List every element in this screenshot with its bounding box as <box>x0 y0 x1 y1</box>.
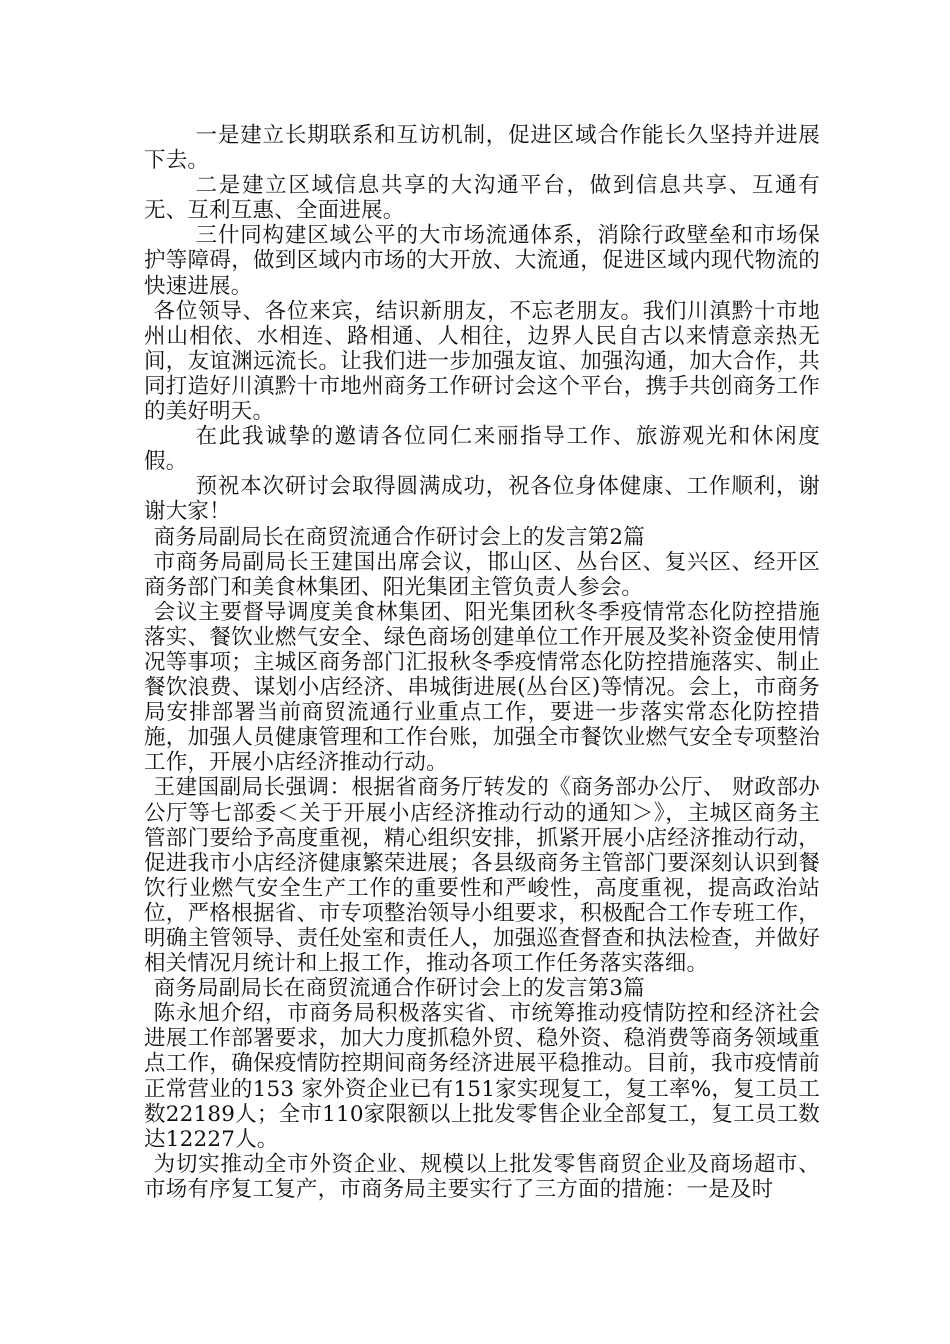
paragraph: 会议主要督导调度美食林集团、阳光集团秋冬季疫情常态化防控措施落实、餐饮业燃气安全、绿色商场创建单位工作开展及奖补资金使用情况等事项；主城区商务部门汇报秋冬季疫情常态化防控措施落实、制止餐饮浪费、谋划小店经济、串城街进展(丛台区)等情况。会上，市商务局安排部署当前商贸流通行业重点工作，要进一步落实常态化防控措施，加强人员健康管理和工作台账，加强全市餐饮业燃气安全专项整治工作，开展小店经济推动行动。 <box>144 599 820 776</box>
paragraph: 陈永旭介绍，市商务局积极落实省、市统筹推动疫情防控和经济社会进展工作部署要求，加大力度抓稳外贸、稳外资、稳消费等商务领域重点工作，确保疫情防控期间商务经济进展平稳推动。目前，我市疫情前正常营业的153 家外资企业已有151家实现复工，复工率%，复工员工数22189人；全市110家限额以上批发零售企业全部复工，复工员工数达12227人。 <box>144 1001 820 1152</box>
paragraph: 在此我诚挚的邀请各位同仁来丽指导工作、旅游观光和休闲度假。 <box>144 424 820 475</box>
paragraph: 为切实推动全市外资企业、规模以上批发零售商贸企业及商场超市、市场有序复工复产，市商务局主要实行了三方面的措施：一是及时 <box>144 1151 820 1202</box>
section-heading: 商务局副局长在商贸流通合作研讨会上的发言第2篇 <box>153 524 645 550</box>
section-heading: 商务局副局长在商贸流通合作研讨会上的发言第3篇 <box>153 976 645 1002</box>
paragraph: 三什同构建区域公平的大市场流通体系，消除行政壁垒和市场保护等障碍，做到区域内市场的大开放、大流通，促进区域内现代物流的快速进展。 <box>144 223 820 299</box>
paragraph: 预祝本次研讨会取得圆满成功，祝各位身体健康、工作顺利，谢谢大家！ <box>144 474 820 525</box>
paragraph: 二是建立区域信息共享的大沟通平台，做到信息共享、互通有无、互利互惠、全面进展。 <box>144 173 820 224</box>
document-body <box>144 123 820 1202</box>
paragraph: 市商务局副局长王建国出席会议，邯山区、丛台区、复兴区、经开区商务部门和美食林集团、阳光集团主管负责人参会。 <box>144 549 820 600</box>
paragraph: 王建国副局长强调：根据省商务厅转发的《商务部办公厅、 财政部办公厅等七部委＜关于开展小店经济推动行动的通知＞》，主城区商务主管部门要给予高度重视，精心组织安排，抓紧开展小店经济推动行动，促进我市小店经济健康繁荣进展；各县级商务主管部门要深刻认识到餐饮行业燃气安全生产工作的重要性和严峻性，高度重视，提高政治站位，严格根据省、市专项整治领导小组要求，积极配合工作专班工作，明确主管领导、责任处室和责任人，加强巡查督查和执法检查，并做好相关情况月统计和上报工作，推动各项工作任务落实落细。 <box>144 775 820 977</box>
paragraph: 各位领导、各位来宾，结识新朋友，不忘老朋友。我们川滇黔十市地州山相依、水相连、路相通、人相往，边界人民自古以来情意亲热无间，友谊渊远流长。让我们进一步加强友谊、加强沟通，加大合作，共同打造好川滇黔十市地州商务工作研讨会这个平台，携手共创商务工作的美好明天。 <box>144 298 820 425</box>
paragraph: 一是建立长期联系和互访机制，促进区域合作能长久坚持并进展下去。 <box>144 123 820 174</box>
